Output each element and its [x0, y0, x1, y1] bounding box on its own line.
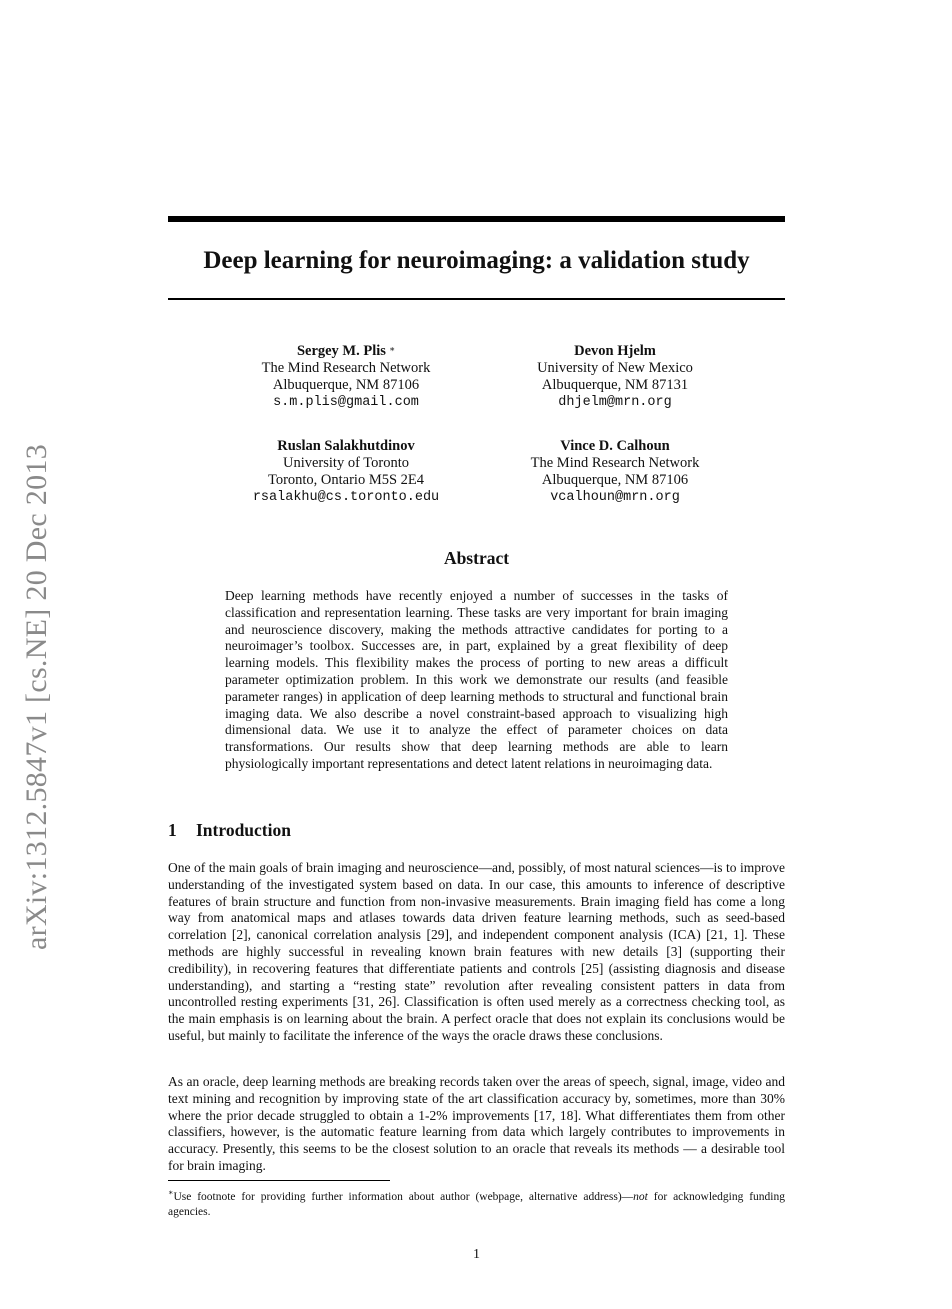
page-number: 1 [473, 1247, 480, 1262]
intro-paragraph: As an oracle, deep learning methods are breaking records taken over the areas of speech, signal, image, video and text mining and recognition by improving state of the art classification accuracy by, sometimes, more than 30% where the prior decade struggled to obtain a 1-2% improvements [17, 18]. What differentiates them from other classifiers, however, is the automatic feature learning from data which largely contributes to improvements in accuracy. Presently, this seems to be the closest solution to an oracle that reveals its methods — a desirable tool for brain imaging. [168, 1074, 785, 1173]
author-block [196, 343, 496, 411]
author-address: Albuquerque, NM 87106 [272, 377, 420, 393]
author-address: Albuquerque, NM 87106 [541, 472, 689, 488]
footnote-mark: ∗ [168, 1188, 174, 1197]
author-email: dhjelm@mrn.org [558, 395, 672, 410]
footnote-rule [168, 1180, 390, 1181]
footnote-text: Use footnote for providing further information about author (webpage, alternative address)— [173, 1190, 634, 1203]
author-email: vcalhoun@mrn.org [550, 490, 680, 505]
section-heading [168, 820, 291, 841]
abstract-text: Deep learning methods have recently enjoyed a number of successes in the tasks of classification and representation learning. These tasks are very important for brain imaging and neuroscience discovery, making the methods attractive candidates for porting to a neuroimager’s toolbox. Successes are, in part, explained by a great flexibility of deep learning models. This flexibility makes the process of porting to new areas a difficult parameter optimization problem. In this work we demonstrate our results (and feasible parameter ranges) in application of deep learning methods to structural and functional brain imaging data. We also describe a novel constraint-based approach to visualizing high dimensional data. We use it to analyze the effect of parameter choices on data transformations. Our results show that deep learning methods are able to learn physiologically important representations and detect latent relations in neuroimaging data. [225, 588, 728, 771]
footnote-text-end: for acknowledging funding agencies. [168, 1190, 786, 1218]
section-number: 1 [168, 820, 177, 840]
author-name: Devon Hjelm [574, 343, 656, 359]
abstract-heading: Abstract [443, 548, 510, 568]
footnote-emphasis: not [633, 1190, 648, 1203]
footnote [168, 1185, 785, 1220]
author-name: Ruslan Salakhutdinov [277, 438, 415, 454]
author-affiliation: University of New Mexico [537, 360, 693, 376]
intro-paragraph: One of the main goals of brain imaging and neuroscience—and, possibly, of most natural sciences—is to improve understanding of the investigated system based on data. In our case, this amounts to inference of descriptive features of brain structure and function from non-invasive measurements. Brain imaging field has come a long way from anatomical maps and atlases towards data driven feature learning methods, such as seed-based correlation [2], canonical correlation analysis [29], and independent component analysis (ICA) [21, 1]. These methods are highly successful in revealing known brain features with new details [3] (supporting their credibility), in recovering features that differentiate patients and controls [25] (assisting diagnosis and disease understanding), and starting a “resting state” revolution after revealing consistent patters in data from uncontrolled resting experiments [31, 26]. Classification is often used merely as a correctness checking tool, as the main emphasis is on learning about the brain. A perfect oracle that does not explain its conclusions would be useful, but mainly to facilitate the inference of the ways the oracle draws these conclusions. [168, 860, 785, 1043]
title-rule-bottom [168, 298, 785, 300]
author-address: Albuquerque, NM 87131 [541, 377, 689, 393]
author-block [196, 438, 496, 506]
section-title: Introduction [196, 820, 291, 840]
arxiv-id: arXiv:1312.5847v1 [cs.NE] 20 Dec 2013 [20, 444, 53, 950]
author-name: Vince D. Calhoun [560, 438, 670, 454]
title-rule-top [168, 216, 785, 222]
author-email: s.m.plis@gmail.com [273, 395, 419, 410]
author-affiliation: The Mind Research Network [530, 455, 700, 471]
author-block [465, 343, 765, 411]
author-affiliation: The Mind Research Network [261, 360, 431, 376]
author-email: rsalakhu@cs.toronto.edu [252, 490, 440, 505]
author-footnote-mark: ∗ [388, 344, 396, 354]
author-block [465, 438, 765, 506]
author-affiliation: University of Toronto [283, 455, 409, 471]
author-address: Toronto, Ontario M5S 2E4 [267, 472, 425, 488]
author-name: Sergey M. Plis [296, 343, 386, 359]
paper-title: Deep learning for neuroimaging: a validation study [203, 247, 750, 274]
